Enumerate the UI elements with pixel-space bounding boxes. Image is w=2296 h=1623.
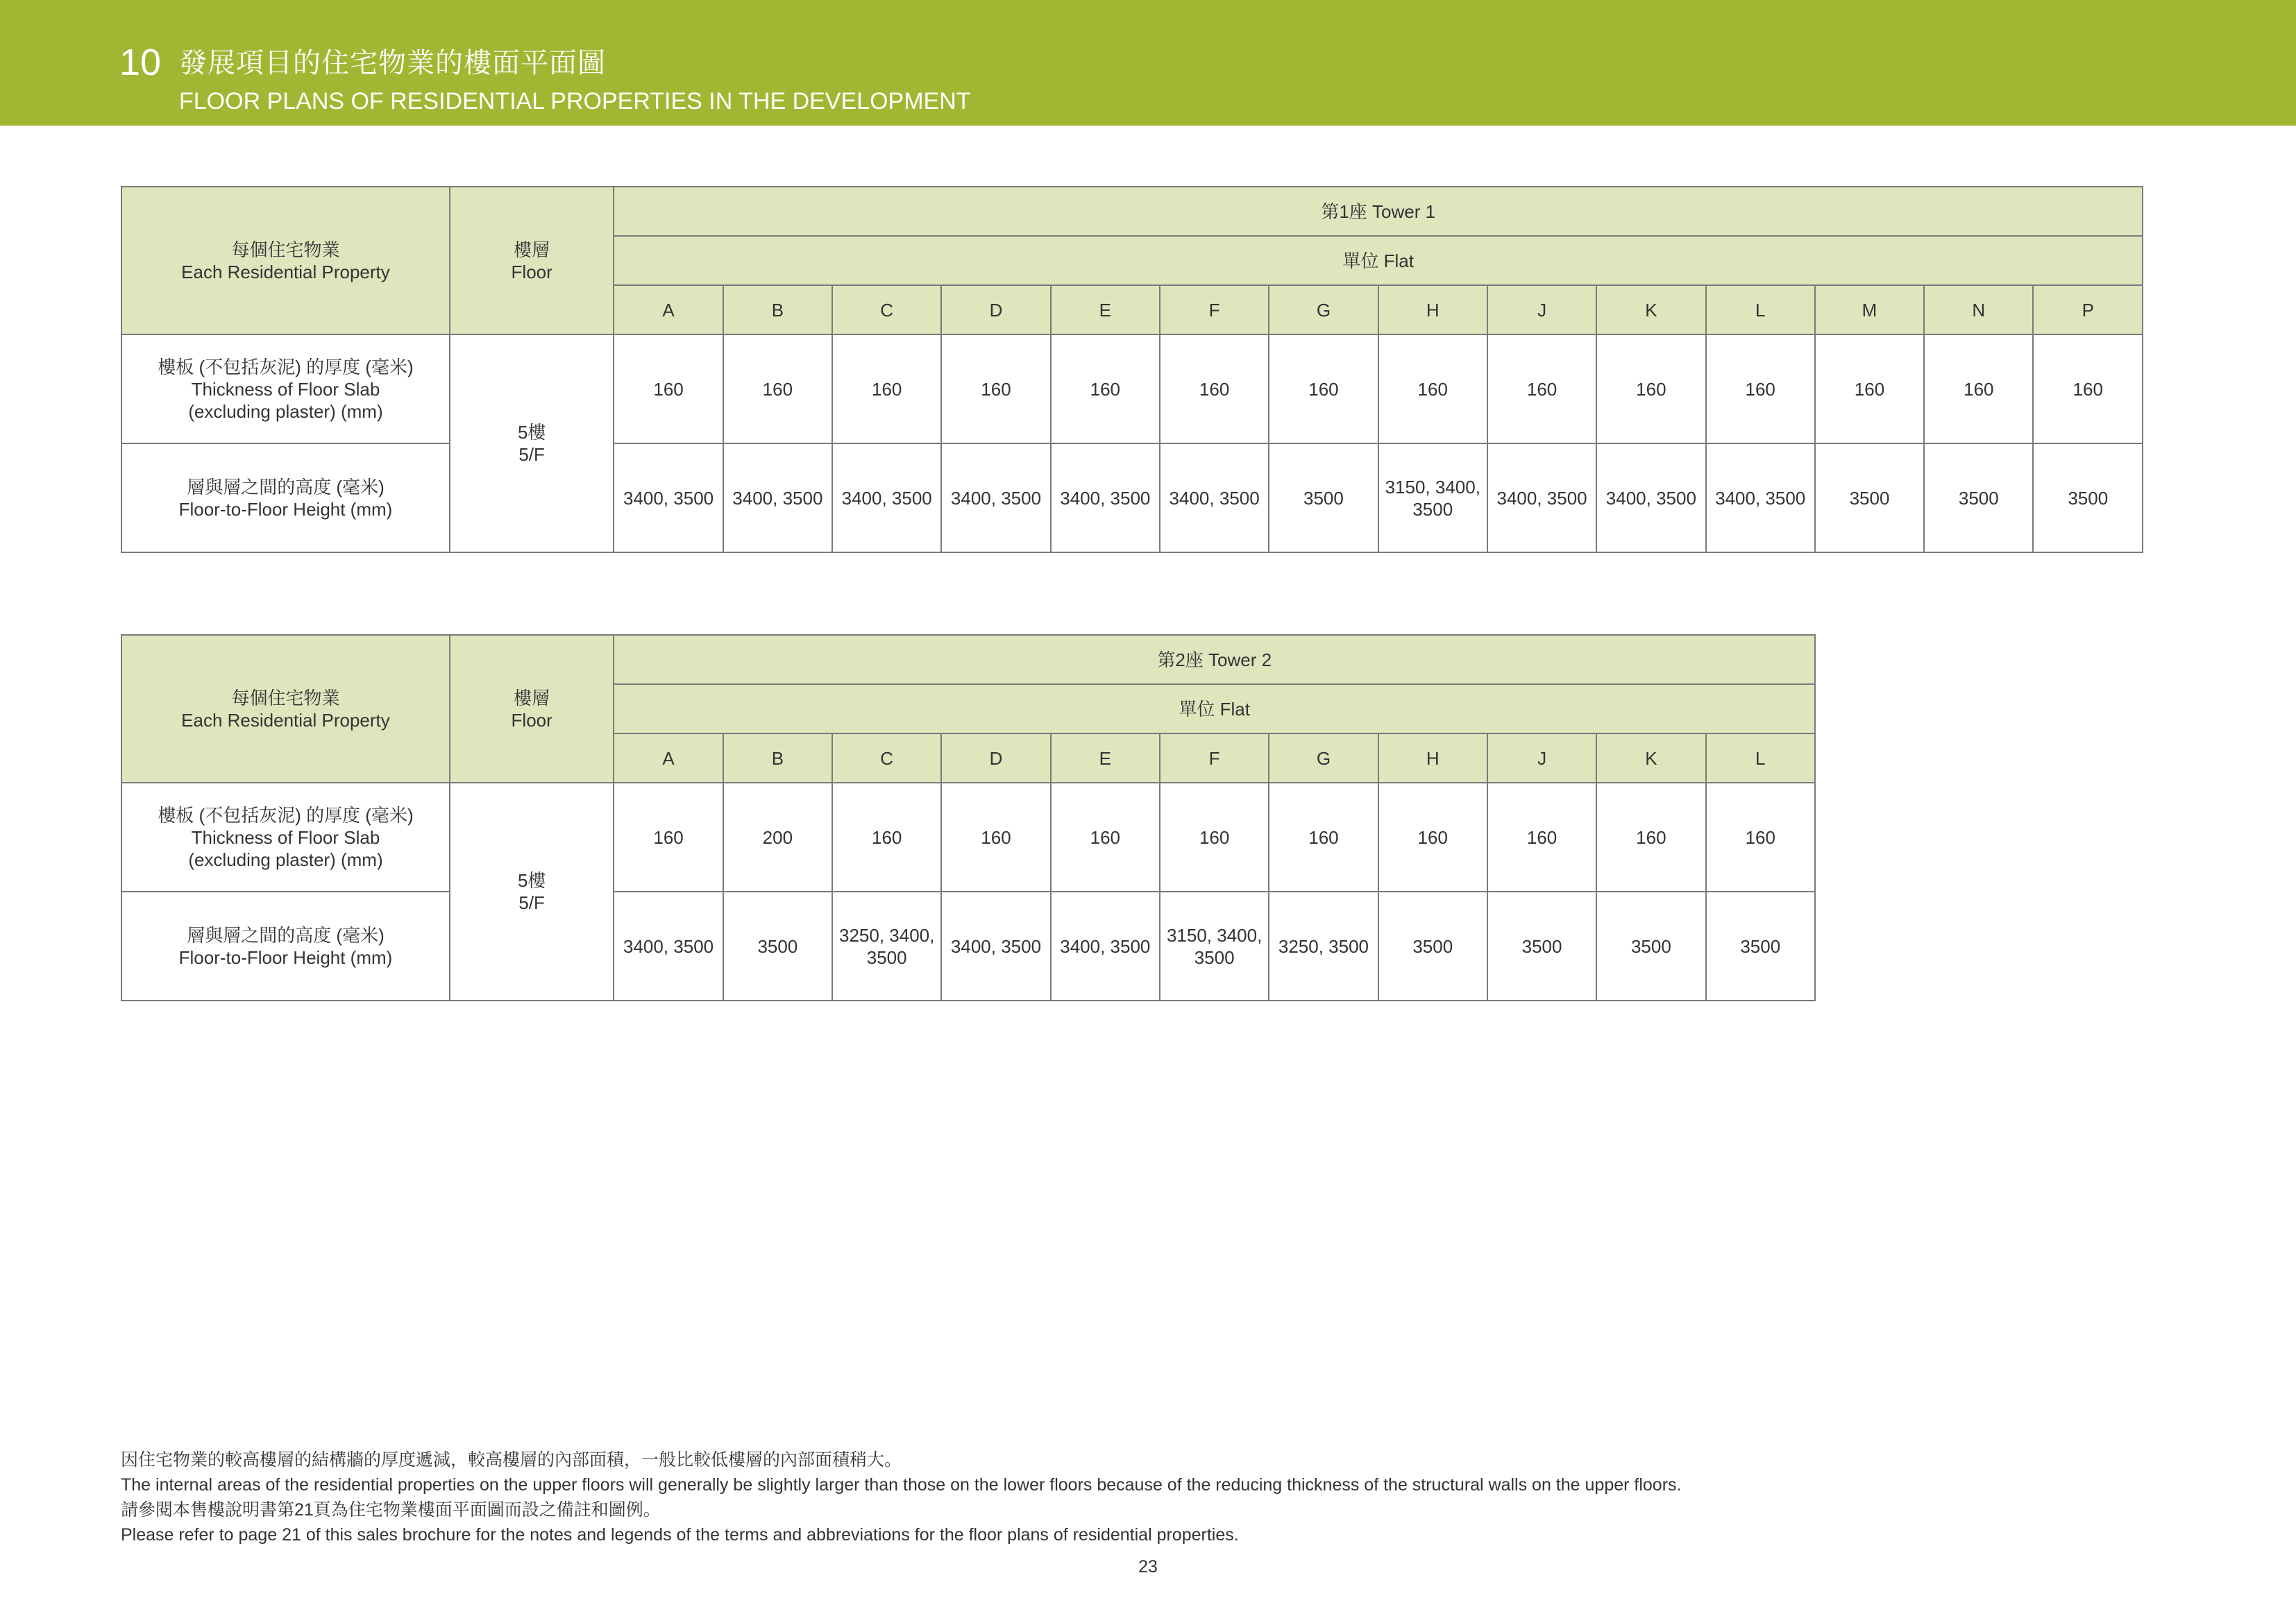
height-label-zh: 層與層之間的高度 (毫米) bbox=[187, 476, 385, 498]
floor-height-cell: 3500 bbox=[1378, 892, 1487, 1001]
floor-height-cell: 3500 bbox=[1596, 892, 1705, 1001]
note-2-zh: 請參閱本售樓說明書第21頁為住宅物業樓面平面圖而設之備註和圖例。 bbox=[121, 1500, 661, 1520]
slab-thickness-cell: 160 bbox=[1269, 783, 1378, 892]
floor-height-cell: 3500 bbox=[2033, 443, 2143, 552]
floor-height-cell: 3500 bbox=[1706, 892, 1815, 1001]
slab-thickness-cell: 160 bbox=[614, 334, 723, 443]
floor-height-cell: 3500 bbox=[1924, 443, 2033, 552]
each-property-en: Each Residential Property bbox=[181, 261, 390, 282]
floor-value-en: 5/F bbox=[518, 892, 545, 913]
floor-height-cell: 3400, 3500 bbox=[832, 443, 941, 552]
height-label-en: Floor-to-Floor Height (mm) bbox=[178, 946, 393, 968]
slab-thickness-cell: 160 bbox=[1378, 334, 1487, 443]
unit-header: E bbox=[1051, 285, 1160, 334]
slab-label-en-1: Thickness of Floor Slab bbox=[191, 826, 380, 848]
slab-thickness-cell: 160 bbox=[1160, 334, 1269, 443]
each-property-en: Each Residential Property bbox=[181, 709, 390, 731]
floor-zh: 樓層 bbox=[514, 239, 550, 260]
footer-notes bbox=[121, 1447, 2134, 1547]
note-1-en: The internal areas of the residential properties on the upper floors will generally be slightly larger than those on the lower floors because of the reducing thickness of the structural walls on the upper floors. bbox=[121, 1475, 1682, 1495]
floor-en: Floor bbox=[511, 261, 552, 282]
tower-header: 第1座 Tower 1 bbox=[614, 187, 2143, 236]
floor-height-cell: 3500 bbox=[1487, 892, 1596, 1001]
unit-header: C bbox=[832, 285, 941, 334]
floor-height-cell: 3400, 3500 bbox=[1051, 443, 1160, 552]
unit-header: G bbox=[1269, 733, 1378, 783]
slab-thickness-cell: 160 bbox=[1378, 783, 1487, 892]
each-property-header bbox=[121, 635, 450, 783]
slab-label-zh: 樓板 (不包括灰泥) 的厚度 (毫米) bbox=[158, 356, 414, 377]
unit-header: G bbox=[1269, 285, 1378, 334]
slab-thickness-cell: 160 bbox=[1051, 783, 1160, 892]
slab-thickness-cell: 160 bbox=[723, 334, 832, 443]
floor-height-cell: 3150, 3400, 3500 bbox=[1160, 892, 1269, 1001]
unit-header: M bbox=[1815, 285, 1924, 334]
note-2-en: Please refer to page 21 of this sales brochure for the notes and legends of the terms and abbreviations for the floor plans of residential properties. bbox=[121, 1525, 1239, 1545]
floor-cell bbox=[450, 783, 614, 1001]
unit-header: N bbox=[1924, 285, 2033, 334]
slab-thickness-cell: 160 bbox=[832, 783, 941, 892]
unit-header: F bbox=[1160, 285, 1269, 334]
unit-header: D bbox=[941, 733, 1050, 783]
unit-header: P bbox=[2033, 285, 2143, 334]
floor-height-cell: 3400, 3500 bbox=[723, 443, 832, 552]
floor-en: Floor bbox=[511, 709, 552, 731]
floor-height-cell: 3400, 3500 bbox=[614, 892, 723, 1001]
floor-height-label bbox=[121, 443, 450, 552]
unit-header: H bbox=[1378, 285, 1487, 334]
floor-height-cell: 3500 bbox=[1815, 443, 1924, 552]
height-label-en: Floor-to-Floor Height (mm) bbox=[178, 498, 393, 520]
floor-height-label bbox=[121, 892, 450, 1001]
floor-header bbox=[450, 635, 614, 783]
floor-height-cell: 3400, 3500 bbox=[1487, 443, 1596, 552]
floor-height-cell: 3400, 3500 bbox=[614, 443, 723, 552]
floor-height-cell: 3250, 3400, 3500 bbox=[832, 892, 941, 1001]
section-number: 10 bbox=[119, 42, 162, 83]
floor-height-cell: 3400, 3500 bbox=[1051, 892, 1160, 1001]
unit-header: B bbox=[723, 733, 832, 783]
slab-thickness-cell: 160 bbox=[1596, 783, 1705, 892]
slab-thickness-cell: 160 bbox=[1596, 334, 1705, 443]
slab-label-en-2: (excluding plaster) (mm) bbox=[188, 849, 383, 870]
floor-height-cell: 3500 bbox=[1269, 443, 1378, 552]
unit-header: K bbox=[1596, 733, 1705, 783]
section-title-zh: 發展項目的住宅物業的樓面平面圖 bbox=[179, 48, 606, 78]
unit-header: D bbox=[941, 285, 1050, 334]
unit-header: A bbox=[614, 733, 723, 783]
floor-height-cell: 3400, 3500 bbox=[941, 892, 1050, 1001]
floor-value-zh: 5樓 bbox=[517, 870, 546, 891]
slab-thickness-cell: 160 bbox=[614, 783, 723, 892]
section-title-en: FLOOR PLANS OF RESIDENTIAL PROPERTIES IN THE DEVELOPMENT bbox=[179, 88, 971, 114]
slab-label-en-2: (excluding plaster) (mm) bbox=[188, 400, 383, 422]
slab-thickness-cell: 200 bbox=[723, 783, 832, 892]
each-property-header bbox=[121, 187, 450, 334]
slab-thickness-cell: 160 bbox=[832, 334, 941, 443]
floor-value-en: 5/F bbox=[518, 444, 545, 465]
slab-label-zh: 樓板 (不包括灰泥) 的厚度 (毫米) bbox=[158, 804, 414, 826]
note-1-zh: 因住宅物業的較高樓層的結構牆的厚度遞減，較高樓層的內部面積，一般比較低樓層的內部面積稍大。 bbox=[121, 1450, 902, 1470]
unit-header: L bbox=[1706, 285, 1815, 334]
height-label-zh: 層與層之間的高度 (毫米) bbox=[187, 924, 385, 946]
slab-thickness-label bbox=[121, 334, 450, 443]
slab-thickness-cell: 160 bbox=[1706, 334, 1815, 443]
floor-height-cell: 3500 bbox=[723, 892, 832, 1001]
flat-header: 單位 Flat bbox=[614, 236, 2143, 285]
unit-header: C bbox=[832, 733, 941, 783]
floor-height-cell: 3250, 3500 bbox=[1269, 892, 1378, 1001]
floor-zh: 樓層 bbox=[514, 687, 550, 708]
unit-header: K bbox=[1596, 285, 1705, 334]
slab-thickness-cell: 160 bbox=[1924, 334, 2033, 443]
unit-header: A bbox=[614, 285, 723, 334]
floor-cell bbox=[450, 334, 614, 552]
tower-header: 第2座 Tower 2 bbox=[614, 635, 1815, 684]
floor-height-cell: 3400, 3500 bbox=[1706, 443, 1815, 552]
unit-header: J bbox=[1487, 285, 1596, 334]
slab-label-en-1: Thickness of Floor Slab bbox=[191, 378, 380, 400]
slab-thickness-cell: 160 bbox=[2033, 334, 2143, 443]
floor-height-cell: 3400, 3500 bbox=[1160, 443, 1269, 552]
floor-height-cell: 3400, 3500 bbox=[1596, 443, 1705, 552]
unit-header: F bbox=[1160, 733, 1269, 783]
floor-value-zh: 5樓 bbox=[517, 422, 546, 443]
slab-thickness-cell: 160 bbox=[1815, 334, 1924, 443]
slab-thickness-cell: 160 bbox=[1706, 783, 1815, 892]
unit-header: B bbox=[723, 285, 832, 334]
tower-1-table bbox=[121, 186, 2143, 553]
unit-header: J bbox=[1487, 733, 1596, 783]
slab-thickness-cell: 160 bbox=[941, 783, 1050, 892]
floor-header bbox=[450, 187, 614, 334]
unit-header: L bbox=[1706, 733, 1815, 783]
slab-thickness-cell: 160 bbox=[1160, 783, 1269, 892]
slab-thickness-cell: 160 bbox=[1269, 334, 1378, 443]
tower-2-table bbox=[121, 634, 1816, 1001]
floor-height-cell: 3400, 3500 bbox=[941, 443, 1050, 552]
slab-thickness-label bbox=[121, 783, 450, 892]
floor-height-cell: 3150, 3400, 3500 bbox=[1378, 443, 1487, 552]
page-number: 23 bbox=[1138, 1557, 1158, 1577]
flat-header: 單位 Flat bbox=[614, 684, 1815, 733]
unit-header: E bbox=[1051, 733, 1160, 783]
each-property-zh: 每個住宅物業 bbox=[231, 687, 340, 708]
slab-thickness-cell: 160 bbox=[1051, 334, 1160, 443]
slab-thickness-cell: 160 bbox=[1487, 783, 1596, 892]
section-header bbox=[0, 0, 2296, 126]
slab-thickness-cell: 160 bbox=[941, 334, 1050, 443]
each-property-zh: 每個住宅物業 bbox=[231, 239, 340, 260]
unit-header: H bbox=[1378, 733, 1487, 783]
slab-thickness-cell: 160 bbox=[1487, 334, 1596, 443]
